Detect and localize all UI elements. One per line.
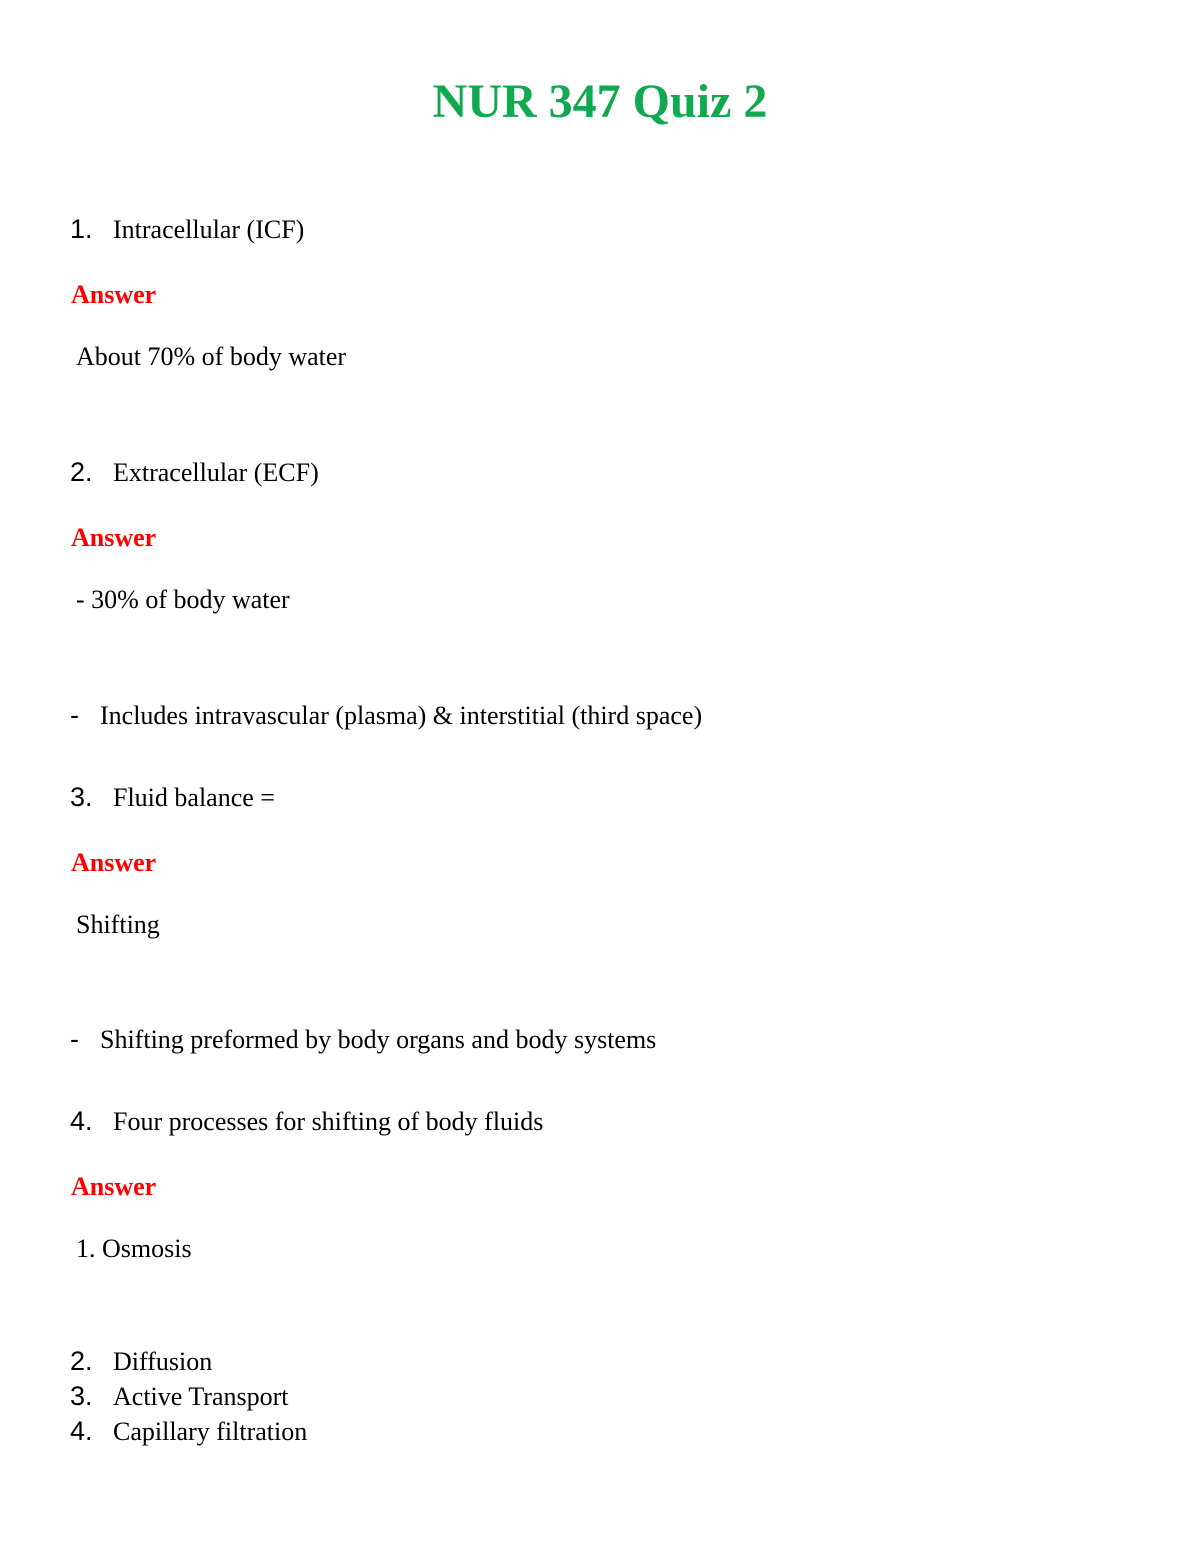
answer-label: Answer [71, 1172, 157, 1201]
note-bullet [70, 1024, 656, 1060]
note-text: Includes intravascular (plasma) & interstitial (third space) [100, 701, 703, 730]
answer-text: Shifting [76, 910, 160, 939]
answer-label: Answer [71, 523, 157, 552]
list-text: Diffusion [113, 1347, 213, 1376]
list-number: 3. [70, 1381, 93, 1411]
list-text: Capillary filtration [113, 1417, 308, 1446]
dash-marker: - [70, 1024, 79, 1054]
question-number: 3. [70, 782, 93, 812]
page-title: NUR 347 Quiz 2 [432, 75, 768, 128]
question-text: Extracellular (ECF) [113, 458, 319, 487]
answer-text: About 70% of body water [76, 342, 347, 371]
process-list-item [70, 1346, 212, 1382]
question-number: 4. [70, 1106, 93, 1136]
question-number: 1. [70, 214, 93, 244]
answer-label: Answer [71, 848, 157, 877]
process-list-item [70, 1416, 307, 1452]
note-bullet [70, 700, 702, 736]
note-text: Shifting preformed by body organs and body systems [100, 1025, 657, 1054]
question-number: 2. [70, 457, 93, 487]
question-text: Intracellular (ICF) [113, 215, 305, 244]
answer-text: - 30% of body water [76, 585, 290, 614]
list-number: 2. [70, 1346, 93, 1376]
question-3 [70, 782, 275, 818]
answer-text: 1. Osmosis [76, 1234, 192, 1263]
answer-label: Answer [71, 280, 157, 309]
question-4 [70, 1106, 543, 1142]
list-number: 4. [70, 1416, 93, 1446]
question-1 [70, 214, 304, 250]
question-text: Fluid balance = [113, 783, 275, 812]
process-list-item [70, 1381, 289, 1417]
list-text: Active Transport [113, 1382, 289, 1411]
question-text: Four processes for shifting of body fluids [113, 1107, 544, 1136]
dash-marker: - [70, 700, 79, 730]
question-2 [70, 457, 319, 493]
